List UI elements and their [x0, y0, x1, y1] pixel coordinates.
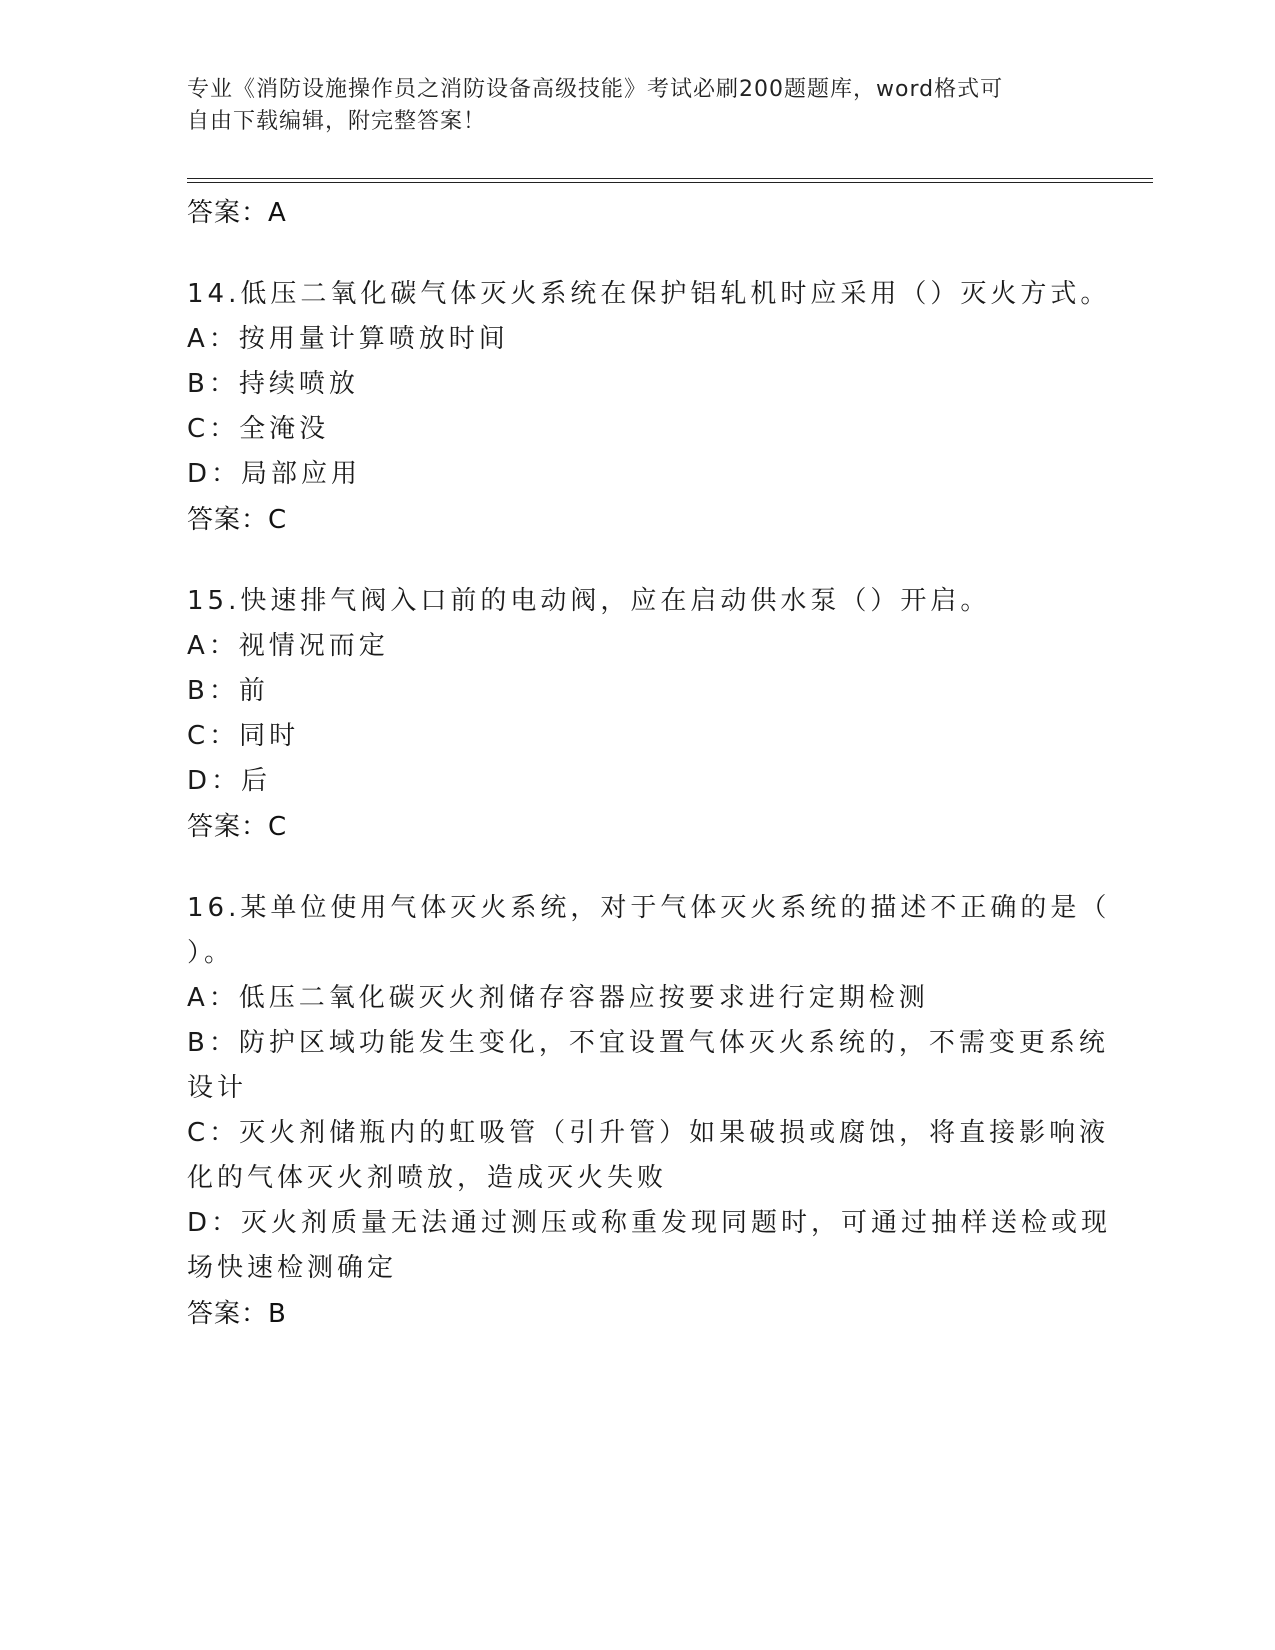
option-d: D：灭火剂质量无法通过测压或称重发现同题时，可通过抽样送检或现 [187, 1208, 1112, 1238]
previous-answer: 答案：A [187, 198, 287, 228]
question-16 [187, 886, 1112, 1337]
question-14 [187, 272, 1111, 543]
answer: 答案：C [187, 812, 288, 842]
question-15 [187, 579, 1087, 850]
header-line-2: 自由下载编辑，附完整答案！ [187, 109, 487, 134]
question-content [187, 190, 1112, 1337]
option-c: C：同时 [187, 721, 300, 751]
option-d-continued: 场快速检测确定 [187, 1253, 398, 1283]
question-spacer [187, 850, 1087, 886]
option-c: C：全淹没 [187, 414, 330, 444]
option-c-continued: 化的气体灭火剂喷放，造成灭火失败 [187, 1163, 668, 1193]
option-b: B：前 [187, 676, 269, 706]
question-stem-continued: ）。 [187, 938, 235, 968]
option-c: C：灭火剂储瓶内的虹吸管（引升管）如果破损或腐蚀，将直接影响液 [187, 1118, 1110, 1148]
option-b-continued: 设计 [187, 1073, 248, 1103]
option-d: D：局部应用 [187, 459, 362, 489]
header-divider [187, 178, 1153, 183]
option-a: A：视情况而定 [187, 631, 389, 661]
page-header [187, 74, 1067, 138]
option-a: A：按用量计算喷放时间 [187, 324, 509, 354]
option-b: B：持续喷放 [187, 369, 359, 399]
question-stem: 14.低压二氧化碳气体灭火系统在保护铝轧机时应采用（）灭火方式。 [187, 279, 1111, 309]
option-a: A：低压二氧化碳灭火剂储存容器应按要求进行定期检测 [187, 983, 929, 1013]
header-line-1: 专业《消防设施操作员之消防设备高级技能》考试必刷200题题库，word格式可 [187, 77, 1004, 102]
option-d: D：后 [187, 766, 272, 796]
question-spacer [187, 236, 1087, 272]
option-b: B：防护区域功能发生变化，不宜设置气体灭火系统的，不需变更系统 [187, 1028, 1109, 1058]
answer: 答案：C [187, 505, 288, 535]
answer: 答案：B [187, 1299, 287, 1329]
question-stem: 15.快速排气阀入口前的电动阀，应在启动供水泵（）开启。 [187, 586, 991, 616]
question-stem: 16.某单位使用气体灭火系统，对于气体灭火系统的描述不正确的是（ [187, 893, 1111, 923]
question-spacer [187, 543, 1087, 579]
